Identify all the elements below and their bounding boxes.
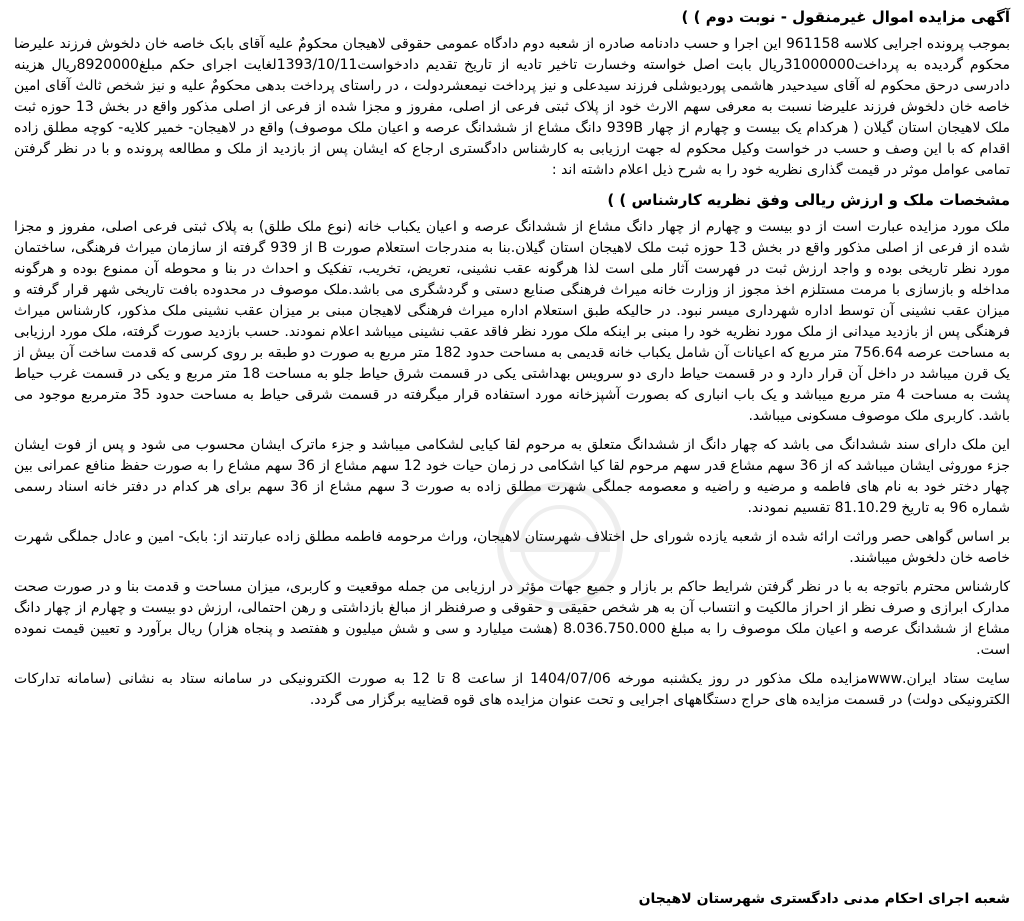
- issuing-authority-signature: شعبه اجرای احکام مدنی دادگستری شهرستان لاهیجان: [638, 891, 1010, 907]
- valuation-paragraph: کارشناس محترم باتوجه به با در نظر گرفتن شرایط حاکم بر بازار و جمیع جهات مؤثر در ارزیابی من جمله موقعیت و کاربری، میزان مساحت و قدمت بنا و در صورت صحت مدارک ابرازی و صرف نظر از احراز مالکیت و انتساب آن به هر شخص حقیقی و حقوقی و صرفنظر از مبالغ بازداشتی و رهن احتمالی، ارزش دو بیست و چهارم از چهار دانگ مشاع از ششدانگ عرصه و اعیان ملک موصوف را به مبلغ 8.036.750.000 (هشت میلیارد و سی و شش میلیون و هفتصد و پنجاه هزار) ریال برآورد و تعیین قیمت نموده است.: [14, 579, 1011, 658]
- heirs-paragraph: بر اساس گواهی حصر وراثت ارائه شده از شعبه یازده شورای حل اختلاف شهرستان لاهیجان، وراث مرحومه فاطمه مطلق زاده عبارتند از: بابک- امین و عادل جملگی شهرت خاصه خان دلخوش میباشند.: [14, 529, 1010, 566]
- property-description-paragraph: ملک مورد مزایده عبارت است از دو بیست و چهارم از چهار دانگ مشاع از ششدانگ عرصه و اعیان یکباب خانه (نوع ملک طلق) به پلاک ثبتی فرعی اصلی، مفروز و مجزا شده از فرعی از اصلی مذکور واقع در بخش 13 حوزه ثبت ملک لاهیجان استان گیلان.بنا به مندرجات استعلام صورت B از 939 گرفته از سازمان میراث فرهنگی، ساختمان مورد نظر تاریخی بوده و واجد ارزش ثبت در فهرست آثار ملی است لذا هرگونه عقب نشینی، تعریض، تخریب، تفکیک و احداث در بنا و محوطه آن ممنوع بوده و هرگونه مداخله و بازسازی با مرمت مستلزم اخذ مجوز از وزارت خانه میراث فرهنگی صنایع دستی و گردشگری می باشد.ملک موصوف در محدوده بافت تاریخی شهر قرار گرفته و میزان عقب نشینی آن توسط اداره شهرداری میسر نبود. در حالیکه طبق استعلام اداره میراث فرهنگی لاهیجان مبنی بر میزان عقب نشینی ملک مذکور، کارشناس میراث فرهنگی پس از بازدید میدانی از ملک مورد نظریه خود را مبنی بر اینکه ملک مورد نظر فاقد عقب نشینی میباشد اعلام نمودند. حسب بازدید صورت گرفته، ملک مورد ارزیابی به مساحت عرصه 756.64 متر مربع که اعیانات آن شامل یکباب خانه قدیمی به مساحت حدود 182 متر مربع به صورت دو طبقه بر روی کرسی که قدمت ساخت آن بیش از یک قرن میباشد در داخل آن قرار دارد و در قسمت حیاط داری دو سرویس بهداشتی یکی در قسمت شرق حیاط جلو به مساحت 18 متر مربع و یکی در قسمت غرب حیاط پشت به مساحت 4 متر مربع میباشد و یک باب انباری که بصورت آشپزخانه مورد استفاده قرار میگرفته در قسمت شرقی حیاط به مساحت حدود 35 مترمربع موجود می باشد. کاربری ملک موصوف مسکونی میباشد.: [14, 219, 1011, 424]
- auction-details-paragraph: سایت ستاد ایران.wwwمزایده ملک مذکور در روز یکشنبه مورخه 1404/07/06 از ساعت 8 تا 12 به صورت الکترونیکی در سامانه ستاد به نشانی (سامانه تدارکات الکترونیکی دولت) در قسمت مزایده های حراج دستگاههای اجرایی و تحت عنوان مزایده های قوه قضاییه برگزار می گردد.: [14, 671, 1010, 708]
- notice-title: آگهی مزایده اموال غیرمنقول - نوبت دوم ) ): [681, 8, 1010, 26]
- ownership-paragraph: این ملک دارای سند ششدانگ می باشد که چهار دانگ از ششدانگ متعلق به مرحوم لقا کیایی لشکامی میباشد و جزء ماترک ایشان محسوب می شود و پس از فوت ایشان جزء موروثی ایشان میباشد که از 36 سهم مشاع قدر سهم مرحوم لقا کیا اشکامی در زمان حیات خود 12 سهم مشاع از 36 سهم مشاع را به صورت حفظ منافع عمرانی بین چهار دختر خود به نام های فاطمه و مرضیه و راضیه و معصومه جملگی شهرت مطلق زاده به صورت 3 سهم مشاع از 36 سهم برای هر کدام در دفتر خانه اسناد رسمی شماره 96 به تاریخ 81.10.29 تقسیم نمودند.: [14, 437, 1010, 516]
- specs-heading: مشخصات ملک و ارزش ریالی وفق نظریه کارشناس ) ): [607, 191, 1010, 209]
- intro-paragraph: بموجب پرونده اجرایی کلاسه 961158 این اجرا و حسب دادنامه صادره از شعبه دوم دادگاه عمومی حقوقی لاهیجان محکومٌ علیه آقای بابک خاصه خان دلخوش فرزند علیرضا محکوم گردیده به پرداخت31000000ریال بابت اصل خواسته وخسارت تاخیر تادیه از تاریخ تقدیم دادخواست1393/10/11لغایت اجرای حکم مبلغ8920000ریال هزینه دادرسی درحق محکوم له آقای سیدحیدر هاشمی پوردیوشلی فرزند سیدعلی و نیز پرداخت نیمعشردولت ، در راستای پرداخت بدهی محکومٌ علیه و نیز شخص ثالث آقای امین خاصه خان دلخوش فرزند علیرضا نسبت به معرفی سهم الارث خود از پلاک ثبتی فرعی از اصلی، مفروز و مجزا شده از فرعی از اصلی مذکور واقع در بخش 13 حوزه ثبت ملک لاهیجان استان گیلان ( هرکدام یک بیست و چهارم از چهار 939B دانگ مشاع از ششدانگ عرصه و اعیان ملک موصوف) واقع در لاهیجان- خمیر کلایه- کوچه مطلق زاده اقدام که با این وصف و حسب در خواست وکیل محکوم له جهت ارزیابی به کارشناس دادگستری ارجاع که ایشان پس از بازدید از ملک و مطالعه پرونده و با در نظر گرفتن تمامی عوامل موثر در قیمت گذاری نظریه خود را به شرح ذیل اعلام داشته اند :: [14, 36, 1011, 178]
